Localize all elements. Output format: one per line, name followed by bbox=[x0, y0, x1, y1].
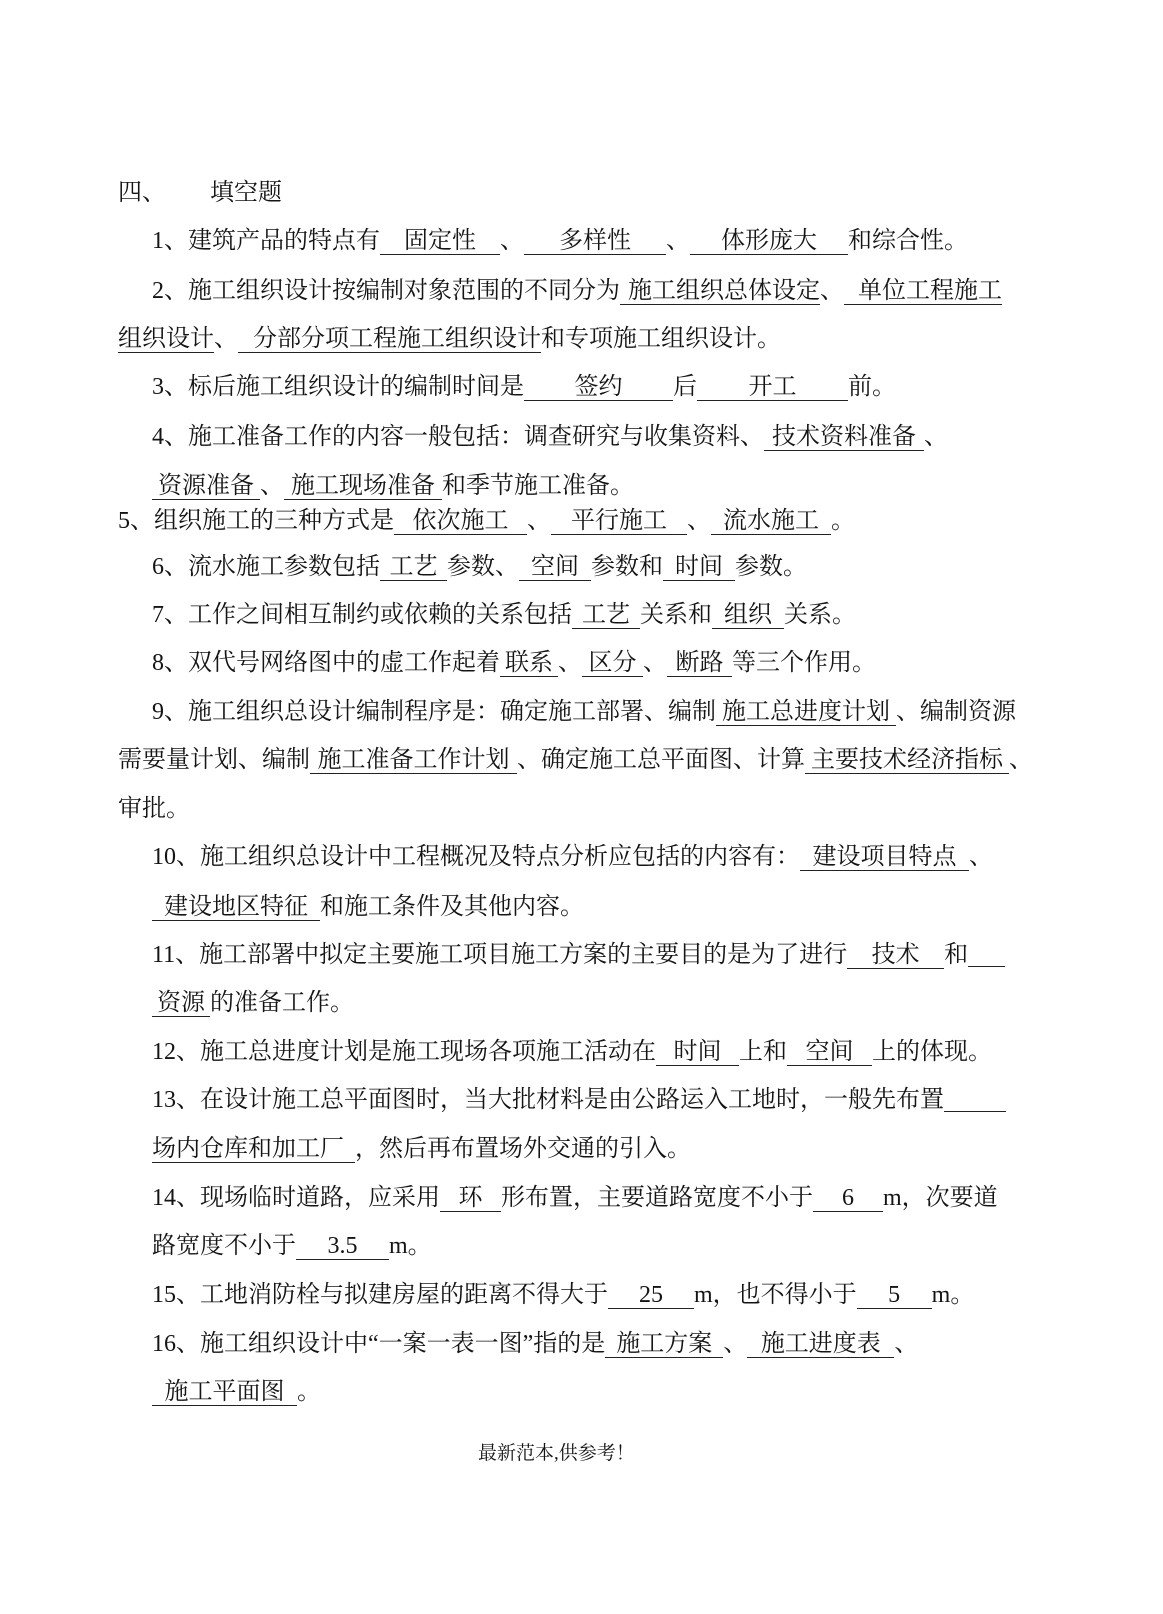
question-text: 参数。 bbox=[735, 554, 807, 580]
answer-blank: 施工方案 bbox=[605, 1332, 723, 1358]
answer-blank: 3.5 bbox=[296, 1234, 389, 1260]
question-text: 后 bbox=[673, 374, 697, 400]
answer-blank: 施工平面图 bbox=[152, 1380, 297, 1406]
answer-blank: 流水施工 bbox=[711, 509, 831, 535]
question-number: 12、 bbox=[152, 1039, 200, 1065]
question-13-line-2 bbox=[152, 1135, 691, 1163]
question-number: 13、 bbox=[152, 1087, 200, 1113]
question-text: m，也不得小于 bbox=[694, 1282, 857, 1308]
question-14-line-2 bbox=[152, 1232, 432, 1260]
answer-blank: 施工现场准备 bbox=[284, 474, 442, 500]
question-text: 参数和 bbox=[591, 554, 663, 580]
question-text: 和 bbox=[944, 942, 969, 968]
answer-blank: 组织 bbox=[712, 603, 784, 629]
question-text: 、 bbox=[969, 844, 993, 870]
answer-blank: 固定性 bbox=[380, 229, 500, 255]
answer-blank: 时间 bbox=[656, 1040, 739, 1066]
answer-blank-continued: 场内仓库和加工厂 bbox=[152, 1137, 355, 1163]
question-text: 审批。 bbox=[118, 796, 190, 822]
question-text: 、 bbox=[820, 278, 844, 304]
question-text: ，然后再布置场外交通的引入。 bbox=[355, 1136, 691, 1162]
answer-blank: 技术资料准备 bbox=[764, 425, 924, 451]
answer-blank: 建设地区特征 bbox=[152, 895, 320, 921]
question-text: 和专项施工组织设计。 bbox=[541, 326, 781, 352]
answer-blank: 空间 bbox=[519, 555, 591, 581]
answer-blank: 施工总进度计划 bbox=[716, 700, 896, 726]
page-footer: 最新范本,供参考！ bbox=[478, 1443, 635, 1464]
question-text: 参数、 bbox=[447, 554, 519, 580]
answer-blank: 平行施工 bbox=[551, 509, 687, 535]
question-10-line-1 bbox=[152, 843, 993, 871]
section-title: 填空题 bbox=[210, 180, 282, 206]
question-text: 和综合性。 bbox=[848, 228, 968, 254]
question-number: 1、 bbox=[152, 228, 188, 254]
answer-blank: 开工 bbox=[697, 375, 848, 401]
question-6-line-1 bbox=[152, 553, 807, 581]
question-number: 10、 bbox=[152, 844, 200, 870]
answer-blank: 施工准备工作计划 bbox=[310, 748, 517, 774]
answer-blank: 区分 bbox=[582, 651, 643, 677]
answer-blank: 时间 bbox=[663, 555, 735, 581]
answer-blank: 施工进度表 bbox=[747, 1332, 894, 1358]
question-number: 6、 bbox=[152, 554, 188, 580]
question-15-line-1 bbox=[152, 1281, 974, 1309]
question-text: 、 bbox=[666, 228, 690, 254]
question-text: 建筑产品的特点有 bbox=[188, 228, 380, 254]
question-text: 前。 bbox=[848, 374, 896, 400]
question-16-line-1 bbox=[152, 1330, 918, 1358]
question-text: 、 bbox=[527, 508, 551, 534]
question-text: 上和 bbox=[739, 1039, 787, 1065]
question-11-line-2 bbox=[152, 989, 354, 1017]
question-number: 8、 bbox=[152, 650, 188, 676]
question-text: 、 bbox=[214, 326, 238, 352]
question-text: 等三个作用。 bbox=[732, 650, 876, 676]
question-4-line-2 bbox=[152, 472, 634, 500]
question-12-line-1 bbox=[152, 1038, 992, 1066]
answer-blank: 联系 bbox=[500, 651, 558, 677]
answer-blank: 工艺 bbox=[380, 555, 447, 581]
answer-blank: 单位工程施工 bbox=[844, 279, 1002, 305]
question-text: 、 bbox=[500, 228, 524, 254]
question-text: 标后施工组织设计的编制时间是 bbox=[188, 374, 524, 400]
question-text: 、确定施工总平面图、计算 bbox=[517, 747, 805, 773]
question-number: 15、 bbox=[152, 1282, 200, 1308]
question-text: 、 bbox=[558, 650, 582, 676]
question-text: 。 bbox=[831, 508, 855, 534]
question-text: m，次要道 bbox=[883, 1185, 998, 1211]
question-text: 现场临时道路，应采用 bbox=[200, 1185, 440, 1211]
question-text: 、 bbox=[894, 1331, 919, 1357]
answer-blank: 6 bbox=[813, 1186, 883, 1212]
question-text: 施工部署中拟定主要施工项目施工方案的主要目的是为了进行 bbox=[199, 942, 848, 968]
answer-blank: 分部分项工程施工组织设计 bbox=[238, 327, 541, 353]
question-9-line-3 bbox=[118, 795, 190, 823]
question-number: 14、 bbox=[152, 1185, 200, 1211]
question-number: 9、 bbox=[152, 699, 188, 725]
answer-blank: 建设项目特点 bbox=[800, 845, 969, 871]
question-2-line-1 bbox=[152, 277, 1002, 305]
question-7-line-1 bbox=[152, 601, 856, 629]
question-9-line-1 bbox=[152, 698, 1016, 726]
question-text: 形布置，主要道路宽度不小于 bbox=[501, 1185, 813, 1211]
answer-blank: 体形庞大 bbox=[690, 229, 848, 255]
answer-blank: 5 bbox=[857, 1283, 932, 1309]
answer-blank: 技术 bbox=[847, 943, 944, 969]
question-text: 施工总进度计划是施工现场各项施工活动在 bbox=[200, 1039, 656, 1065]
question-13-line-1 bbox=[152, 1086, 1006, 1114]
question-text: 关系。 bbox=[784, 602, 856, 628]
question-16-line-2 bbox=[152, 1378, 321, 1406]
question-text: 、 bbox=[924, 424, 948, 450]
question-text: 需要量计划、编制 bbox=[118, 747, 310, 773]
answer-blank: 多样性 bbox=[524, 229, 666, 255]
question-3-line-1 bbox=[152, 373, 896, 401]
question-number: 16、 bbox=[152, 1331, 200, 1357]
question-text: 工作之间相互制约或依赖的关系包括 bbox=[188, 602, 572, 628]
question-11-line-1 bbox=[152, 941, 1005, 969]
question-text: 在设计施工总平面图时，当大批材料是由公路运入工地时，一般先布置 bbox=[200, 1087, 944, 1113]
question-text: 、 bbox=[260, 473, 284, 499]
answer-blank: 施工组织总体设定 bbox=[620, 279, 820, 305]
question-text: 关系和 bbox=[640, 602, 712, 628]
question-text: 施工准备工作的内容一般包括：调查研究与收集资料、 bbox=[188, 424, 764, 450]
answer-blank: 25 bbox=[608, 1283, 694, 1309]
answer-blank-continued: 组织设计 bbox=[118, 326, 214, 352]
question-number: 3、 bbox=[152, 374, 188, 400]
question-text: 和季节施工准备。 bbox=[442, 473, 634, 499]
question-text: 组织施工的三种方式是 bbox=[154, 508, 394, 534]
question-text: 的准备工作。 bbox=[210, 990, 354, 1016]
question-text: 、 bbox=[687, 508, 711, 534]
question-text: 、 bbox=[723, 1331, 748, 1357]
question-1-line-1 bbox=[152, 227, 968, 255]
answer-blank: 签约 bbox=[524, 375, 673, 401]
answer-blank: 空间 bbox=[787, 1040, 872, 1066]
question-text: 施工组织总设计中工程概况及特点分析应包括的内容有： bbox=[200, 844, 800, 870]
question-5-line-1 bbox=[118, 507, 855, 535]
question-text: 路宽度不小于 bbox=[152, 1233, 296, 1259]
answer-blank: 主要技术经济指标 bbox=[805, 748, 1009, 774]
answer-blank: 依次施工 bbox=[394, 509, 527, 535]
question-text: 上的体现。 bbox=[872, 1039, 992, 1065]
question-14-line-1 bbox=[152, 1184, 998, 1212]
question-text: 施工组织总设计编制程序是：确定施工部署、编制 bbox=[188, 699, 716, 725]
answer-blank-start bbox=[968, 941, 1005, 967]
question-text: m。 bbox=[389, 1233, 432, 1259]
question-text: 。 bbox=[297, 1379, 321, 1405]
question-text: 工地消防栓与拟建房屋的距离不得大于 bbox=[200, 1282, 608, 1308]
question-8-line-1 bbox=[152, 649, 876, 677]
section-heading bbox=[118, 179, 282, 207]
question-2-line-2 bbox=[118, 325, 781, 353]
question-text: m。 bbox=[931, 1282, 975, 1308]
question-text: 、 bbox=[1009, 747, 1033, 773]
answer-blank: 资源准备 bbox=[152, 474, 260, 500]
question-number: 7、 bbox=[152, 602, 188, 628]
answer-blank-continued: 资源 bbox=[152, 991, 210, 1017]
question-text: 、 bbox=[643, 650, 667, 676]
section-number: 四、 bbox=[118, 180, 166, 206]
question-number: 11、 bbox=[152, 942, 200, 968]
question-10-line-2 bbox=[152, 893, 584, 921]
question-text: 和施工条件及其他内容。 bbox=[320, 894, 584, 920]
question-4-line-1 bbox=[152, 423, 948, 451]
answer-blank: 工艺 bbox=[572, 603, 640, 629]
question-text: 双代号网络图中的虚工作起着 bbox=[188, 650, 500, 676]
question-number: 4、 bbox=[152, 424, 188, 450]
question-9-line-2 bbox=[118, 746, 1033, 774]
question-number: 5、 bbox=[118, 508, 154, 534]
question-number: 2、 bbox=[152, 278, 188, 304]
answer-blank: 环 bbox=[440, 1186, 501, 1212]
question-text: 施工组织设计中“一案一表一图”指的是 bbox=[200, 1331, 606, 1357]
answer-blank-start bbox=[944, 1086, 1006, 1112]
question-text: 、编制资源 bbox=[896, 699, 1016, 725]
question-text: 施工组织设计按编制对象范围的不同分为 bbox=[188, 278, 620, 304]
answer-blank: 断路 bbox=[667, 651, 732, 677]
question-text: 流水施工参数包括 bbox=[188, 554, 380, 580]
